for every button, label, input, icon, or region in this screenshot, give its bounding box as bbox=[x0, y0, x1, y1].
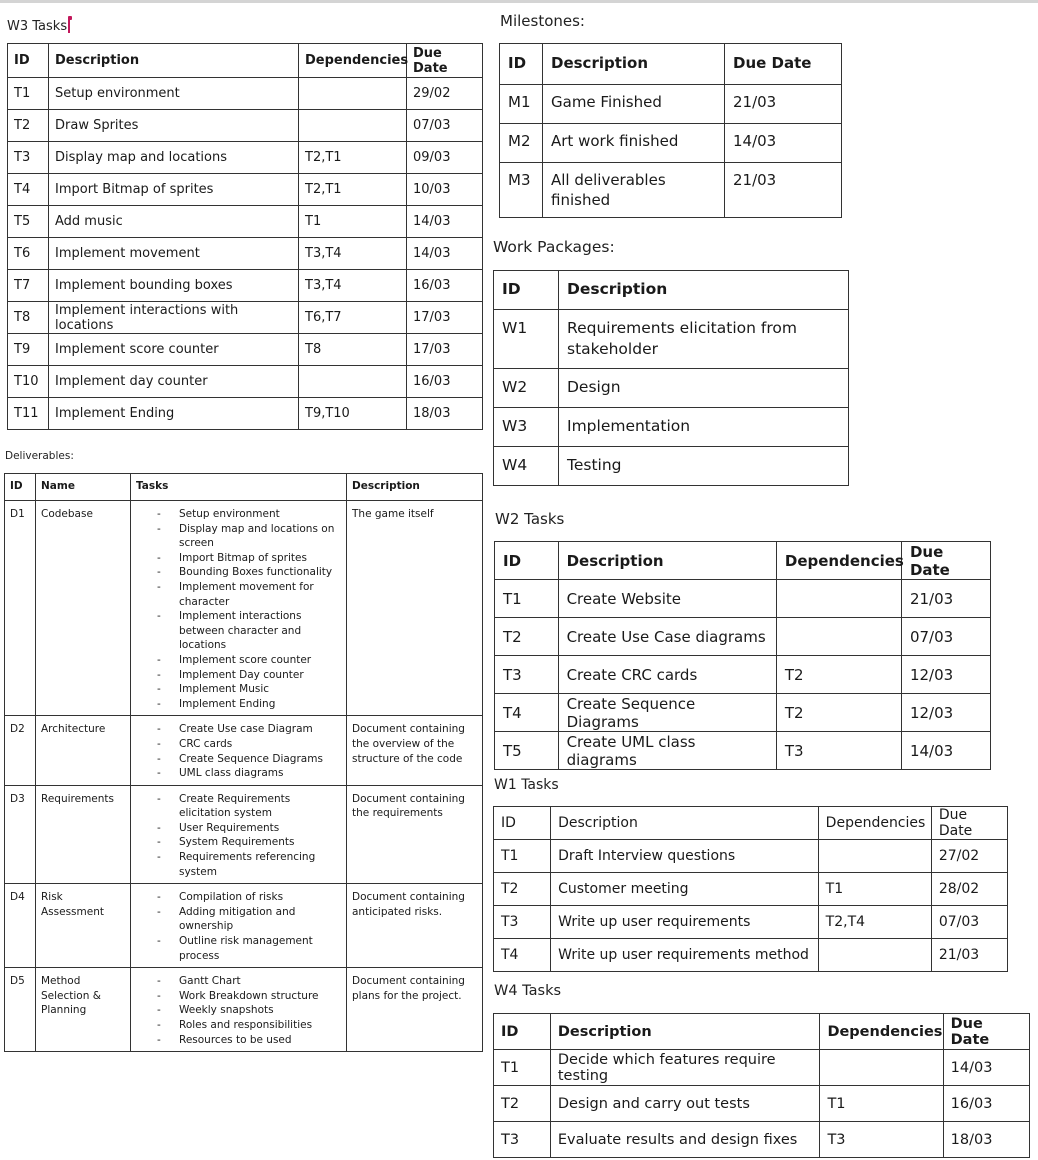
w1-tasks-table bbox=[493, 806, 1008, 972]
table-header-row bbox=[494, 807, 1008, 840]
cell-due-date: 18/03 bbox=[407, 398, 483, 430]
list-item: - Adding mitigation and ownership bbox=[157, 905, 341, 934]
cell-description: Document containing the requirements bbox=[347, 785, 483, 884]
list-item: - Create Requirements elicitation system bbox=[157, 792, 341, 821]
cell-dependencies: T9,T10 bbox=[299, 398, 407, 430]
cell-id: M1 bbox=[500, 85, 543, 124]
cell-description: Import Bitmap of sprites bbox=[49, 174, 299, 206]
list-item: - CRC cards bbox=[157, 737, 341, 752]
table-row bbox=[494, 310, 849, 369]
cell-name: Codebase bbox=[36, 501, 131, 716]
cell-name: Architecture bbox=[36, 716, 131, 785]
table-row bbox=[8, 302, 483, 334]
cell-description: Draft Interview questions bbox=[551, 840, 819, 873]
table-row bbox=[495, 618, 991, 656]
task-list bbox=[136, 792, 341, 880]
cell-dependencies: T2,T4 bbox=[818, 906, 931, 939]
header-description: Description bbox=[550, 1014, 820, 1050]
w3-tasks-table bbox=[7, 43, 483, 430]
w4-tasks-heading: W4 Tasks bbox=[494, 983, 562, 999]
cell-id: T3 bbox=[494, 906, 551, 939]
cell-description: Document containing plans for the project. bbox=[347, 968, 483, 1052]
table-header-row bbox=[500, 44, 842, 85]
cell-id: W4 bbox=[494, 447, 559, 486]
cell-description: Requirements elicitation from stakeholder bbox=[559, 310, 849, 369]
cell-id: T5 bbox=[495, 732, 559, 770]
cell-id: T2 bbox=[494, 1086, 551, 1122]
cell-due-date: 21/03 bbox=[725, 85, 842, 124]
cell-due-date: 14/03 bbox=[943, 1050, 1029, 1086]
cell-tasks bbox=[131, 785, 347, 884]
cell-dependencies: T3 bbox=[820, 1122, 943, 1158]
cell-due-date: 07/03 bbox=[407, 110, 483, 142]
cell-description: Implement bounding boxes bbox=[49, 270, 299, 302]
header-dependencies: Dependencies bbox=[820, 1014, 943, 1050]
cell-due-date: 07/03 bbox=[901, 618, 990, 656]
table-row bbox=[8, 174, 483, 206]
cell-description: The game itself bbox=[347, 501, 483, 716]
cell-due-date: 17/03 bbox=[407, 334, 483, 366]
cell-due-date: 12/03 bbox=[901, 656, 990, 694]
cell-id: D3 bbox=[5, 785, 36, 884]
cell-description: Decide which features require testing bbox=[550, 1050, 820, 1086]
list-item: - UML class diagrams bbox=[157, 766, 341, 781]
cell-id: T3 bbox=[8, 142, 49, 174]
table-row bbox=[494, 906, 1008, 939]
list-item: - Compilation of risks bbox=[157, 890, 341, 905]
header-id: ID bbox=[494, 807, 551, 840]
cell-id: T4 bbox=[8, 174, 49, 206]
cell-dependencies bbox=[299, 110, 407, 142]
cell-id: T4 bbox=[494, 939, 551, 972]
cell-due-date: 09/03 bbox=[407, 142, 483, 174]
milestones-table bbox=[499, 43, 842, 218]
cell-id: T2 bbox=[495, 618, 559, 656]
cell-id: T6 bbox=[8, 238, 49, 270]
cell-name: Method Selection & Planning bbox=[36, 968, 131, 1052]
table-row bbox=[8, 142, 483, 174]
list-item: - User Requirements bbox=[157, 821, 341, 836]
cell-id: T8 bbox=[8, 302, 49, 334]
cell-id: T3 bbox=[494, 1122, 551, 1158]
table-row bbox=[495, 580, 991, 618]
list-item: - Implement movement for character bbox=[157, 580, 341, 609]
deliverables-table bbox=[4, 473, 483, 1052]
cell-description: Art work finished bbox=[543, 124, 725, 163]
cell-dependencies: T3,T4 bbox=[299, 270, 407, 302]
cell-id: D1 bbox=[5, 501, 36, 716]
w3-tasks-heading[interactable]: W3 Tasks bbox=[7, 17, 70, 34]
header-due-date: Due Date bbox=[901, 542, 990, 580]
table-row bbox=[494, 447, 849, 486]
cell-tasks bbox=[131, 968, 347, 1052]
w1-tasks-heading: W1 Tasks bbox=[494, 777, 559, 793]
cell-id: M3 bbox=[500, 163, 543, 218]
cell-description: Design bbox=[559, 369, 849, 408]
table-row bbox=[494, 369, 849, 408]
header-due-date: Due Date bbox=[725, 44, 842, 85]
list-item: - Implement score counter bbox=[157, 653, 341, 668]
deliverables-heading: Deliverables: bbox=[5, 450, 74, 462]
header-due-date: Due Date bbox=[407, 44, 483, 78]
cell-due-date: 17/03 bbox=[407, 302, 483, 334]
w2-tasks-heading: W2 Tasks bbox=[495, 510, 565, 528]
task-list bbox=[136, 722, 341, 780]
cell-id: T10 bbox=[8, 366, 49, 398]
cell-tasks bbox=[131, 884, 347, 968]
table-row bbox=[8, 334, 483, 366]
table-row bbox=[8, 270, 483, 302]
cell-id: W3 bbox=[494, 408, 559, 447]
table-row bbox=[5, 501, 483, 716]
text-cursor-icon bbox=[68, 17, 70, 33]
cell-description: All deliverables finished bbox=[543, 163, 725, 218]
cell-due-date: 14/03 bbox=[407, 206, 483, 238]
table-row bbox=[495, 694, 991, 732]
milestones-heading: Milestones: bbox=[500, 12, 585, 30]
cell-dependencies bbox=[818, 840, 931, 873]
cell-dependencies: T2,T1 bbox=[299, 174, 407, 206]
cell-id: D4 bbox=[5, 884, 36, 968]
header-description: Description bbox=[551, 807, 819, 840]
table-row bbox=[8, 206, 483, 238]
w2-tasks-table bbox=[494, 541, 991, 770]
cell-description: Testing bbox=[559, 447, 849, 486]
cell-description: Create CRC cards bbox=[558, 656, 776, 694]
header-dependencies: Dependencies bbox=[776, 542, 901, 580]
cell-dependencies: T3,T4 bbox=[299, 238, 407, 270]
table-row bbox=[8, 110, 483, 142]
list-item: - Implement Day counter bbox=[157, 668, 341, 683]
cell-description: Design and carry out tests bbox=[550, 1086, 820, 1122]
cell-id: W1 bbox=[494, 310, 559, 369]
list-item: - Implement Music bbox=[157, 682, 341, 697]
cell-dependencies: T1 bbox=[820, 1086, 943, 1122]
cell-id: M2 bbox=[500, 124, 543, 163]
cell-id: T2 bbox=[8, 110, 49, 142]
cell-due-date: 27/02 bbox=[931, 840, 1007, 873]
cell-dependencies bbox=[299, 366, 407, 398]
cell-due-date: 14/03 bbox=[407, 238, 483, 270]
table-row bbox=[5, 716, 483, 785]
cell-due-date: 18/03 bbox=[943, 1122, 1029, 1158]
cell-id: W2 bbox=[494, 369, 559, 408]
list-item: - Gantt Chart bbox=[157, 974, 341, 989]
work-packages-table bbox=[493, 270, 849, 486]
cell-dependencies bbox=[818, 939, 931, 972]
table-row bbox=[500, 124, 842, 163]
cell-id: T1 bbox=[495, 580, 559, 618]
table-row bbox=[5, 884, 483, 968]
cell-description: Document containing anticipated risks. bbox=[347, 884, 483, 968]
list-item: - Outline risk management process bbox=[157, 934, 341, 963]
cell-due-date: 16/03 bbox=[407, 270, 483, 302]
cell-name: Risk Assessment bbox=[36, 884, 131, 968]
cell-dependencies: T8 bbox=[299, 334, 407, 366]
table-row bbox=[494, 408, 849, 447]
list-item: - Create Use case Diagram bbox=[157, 722, 341, 737]
cell-id: T4 bbox=[495, 694, 559, 732]
table-row bbox=[5, 785, 483, 884]
list-item: - Bounding Boxes functionality bbox=[157, 565, 341, 580]
cell-description: Create Sequence Diagrams bbox=[558, 694, 776, 732]
header-due-date: Due Date bbox=[931, 807, 1007, 840]
list-item: - Implement interactions between character and locations bbox=[157, 609, 341, 653]
cell-dependencies bbox=[776, 618, 901, 656]
table-row bbox=[8, 78, 483, 110]
table-row bbox=[500, 163, 842, 218]
list-item: - Resources to be used bbox=[157, 1033, 341, 1048]
header-due-date: Due Date bbox=[943, 1014, 1029, 1050]
cell-dependencies bbox=[299, 78, 407, 110]
cell-tasks bbox=[131, 716, 347, 785]
list-item: - Create Sequence Diagrams bbox=[157, 752, 341, 767]
w4-tasks-table bbox=[493, 1013, 1030, 1158]
cell-description: Create Website bbox=[558, 580, 776, 618]
cell-description: Create UML class diagrams bbox=[558, 732, 776, 770]
header-description: Description bbox=[347, 474, 483, 501]
cell-dependencies: T3 bbox=[776, 732, 901, 770]
cell-due-date: 07/03 bbox=[931, 906, 1007, 939]
table-row bbox=[494, 1050, 1030, 1086]
header-id: ID bbox=[8, 44, 49, 78]
cell-due-date: 21/03 bbox=[901, 580, 990, 618]
header-id: ID bbox=[494, 271, 559, 310]
header-name: Name bbox=[36, 474, 131, 501]
cell-description: Implement score counter bbox=[49, 334, 299, 366]
cell-id: D5 bbox=[5, 968, 36, 1052]
cell-description: Implement movement bbox=[49, 238, 299, 270]
cell-dependencies: T6,T7 bbox=[299, 302, 407, 334]
cell-due-date: 14/03 bbox=[901, 732, 990, 770]
cell-dependencies: T2 bbox=[776, 694, 901, 732]
cell-due-date: 16/03 bbox=[407, 366, 483, 398]
cell-description: Implement interactions with locations bbox=[49, 302, 299, 334]
table-row bbox=[494, 939, 1008, 972]
cell-name: Requirements bbox=[36, 785, 131, 884]
cell-description: Setup environment bbox=[49, 78, 299, 110]
cell-due-date: 16/03 bbox=[943, 1086, 1029, 1122]
task-list bbox=[136, 974, 341, 1047]
header-tasks: Tasks bbox=[131, 474, 347, 501]
cell-id: T1 bbox=[8, 78, 49, 110]
table-header-row bbox=[5, 474, 483, 501]
table-row bbox=[494, 840, 1008, 873]
cell-id: T9 bbox=[8, 334, 49, 366]
list-item: - Weekly snapshots bbox=[157, 1003, 341, 1018]
cell-description: Game Finished bbox=[543, 85, 725, 124]
cell-description: Implement day counter bbox=[49, 366, 299, 398]
task-list bbox=[136, 507, 341, 711]
table-row bbox=[494, 873, 1008, 906]
cell-description: Implementation bbox=[559, 408, 849, 447]
header-id: ID bbox=[500, 44, 543, 85]
cell-id: D2 bbox=[5, 716, 36, 785]
header-dependencies: Dependencies bbox=[299, 44, 407, 78]
table-row bbox=[494, 1122, 1030, 1158]
work-packages-heading: Work Packages: bbox=[493, 238, 615, 256]
cell-description: Write up user requirements bbox=[551, 906, 819, 939]
top-divider bbox=[0, 0, 1038, 3]
table-row bbox=[5, 968, 483, 1052]
table-header-row bbox=[495, 542, 991, 580]
list-item: - Display map and locations on screen bbox=[157, 522, 341, 551]
cell-id: T3 bbox=[495, 656, 559, 694]
cell-dependencies: T1 bbox=[299, 206, 407, 238]
cell-due-date: 21/03 bbox=[931, 939, 1007, 972]
table-row bbox=[8, 238, 483, 270]
cell-dependencies bbox=[776, 580, 901, 618]
cell-description: Document containing the overview of the structure of the code bbox=[347, 716, 483, 785]
table-row bbox=[495, 656, 991, 694]
cell-description: Draw Sprites bbox=[49, 110, 299, 142]
cell-due-date: 29/02 bbox=[407, 78, 483, 110]
cell-description: Implement Ending bbox=[49, 398, 299, 430]
cell-id: T1 bbox=[494, 1050, 551, 1086]
list-item: - Import Bitmap of sprites bbox=[157, 551, 341, 566]
cell-tasks bbox=[131, 501, 347, 716]
cell-id: T7 bbox=[8, 270, 49, 302]
cell-id: T1 bbox=[494, 840, 551, 873]
header-description: Description bbox=[558, 542, 776, 580]
cell-dependencies: T2 bbox=[776, 656, 901, 694]
header-id: ID bbox=[494, 1014, 551, 1050]
cell-description: Display map and locations bbox=[49, 142, 299, 174]
header-description: Description bbox=[559, 271, 849, 310]
table-header-row bbox=[494, 1014, 1030, 1050]
header-id: ID bbox=[495, 542, 559, 580]
cell-id: T2 bbox=[494, 873, 551, 906]
list-item: - Requirements referencing system bbox=[157, 850, 341, 879]
table-row bbox=[494, 1086, 1030, 1122]
cell-due-date: 10/03 bbox=[407, 174, 483, 206]
list-item: - Implement Ending bbox=[157, 697, 341, 712]
cell-due-date: 28/02 bbox=[931, 873, 1007, 906]
cell-due-date: 14/03 bbox=[725, 124, 842, 163]
cell-description: Evaluate results and design fixes bbox=[550, 1122, 820, 1158]
list-item: - Setup environment bbox=[157, 507, 341, 522]
header-description: Description bbox=[543, 44, 725, 85]
table-row bbox=[495, 732, 991, 770]
cell-id: T11 bbox=[8, 398, 49, 430]
table-row bbox=[8, 366, 483, 398]
task-list bbox=[136, 890, 341, 963]
header-id: ID bbox=[5, 474, 36, 501]
list-item: - Roles and responsibilities bbox=[157, 1018, 341, 1033]
header-description: Description bbox=[49, 44, 299, 78]
header-dependencies: Dependencies bbox=[818, 807, 931, 840]
cell-dependencies: T1 bbox=[818, 873, 931, 906]
cell-due-date: 12/03 bbox=[901, 694, 990, 732]
cell-dependencies: T2,T1 bbox=[299, 142, 407, 174]
cell-description: Create Use Case diagrams bbox=[558, 618, 776, 656]
table-header-row bbox=[494, 271, 849, 310]
table-row bbox=[8, 398, 483, 430]
cell-id: T5 bbox=[8, 206, 49, 238]
cell-description: Write up user requirements method bbox=[551, 939, 819, 972]
cell-dependencies bbox=[820, 1050, 943, 1086]
cell-description: Add music bbox=[49, 206, 299, 238]
list-item: - System Requirements bbox=[157, 835, 341, 850]
cell-description: Customer meeting bbox=[551, 873, 819, 906]
table-header-row bbox=[8, 44, 483, 78]
list-item: - Work Breakdown structure bbox=[157, 989, 341, 1004]
table-row bbox=[500, 85, 842, 124]
cell-due-date: 21/03 bbox=[725, 163, 842, 218]
